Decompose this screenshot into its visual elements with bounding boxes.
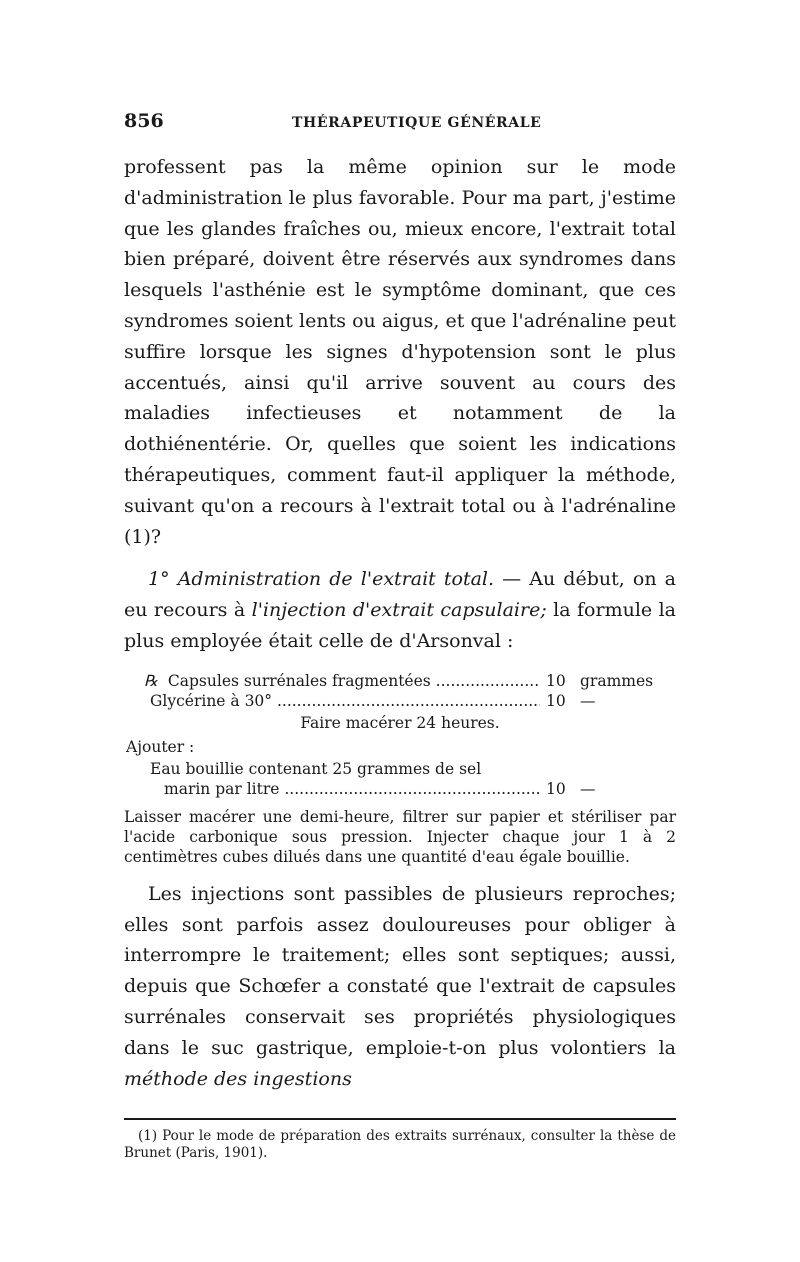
book-page (124, 110, 676, 1162)
recipe-maceration: Faire macérer 24 heures. (300, 713, 500, 732)
recipe-line-3 (124, 779, 676, 799)
recipe-item-name: Capsules surrénales fragmentées ..... (168, 671, 540, 691)
paragraph-2-text-a: — Au début, on a eu recours à (124, 568, 676, 622)
recipe-block (124, 671, 676, 867)
paragraph-3-emphasis: méthode des ingestions (124, 1067, 352, 1090)
recipe-symbol: ℞ (144, 671, 158, 690)
page-header (124, 110, 676, 140)
recipe-item-qty: 10 (546, 779, 566, 798)
recipe-instructions: Laisser macérer une demi-heure, filtrer sur papier et stériliser par l'acide carbonique sous pression. Injecter chaque jour 1 à 2 centimètres cubes dilués dans une quantité d'eau égale bouillie. (124, 807, 676, 866)
recipe-item-qty: 10 (546, 691, 566, 710)
recipe-line-2 (124, 691, 676, 711)
recipe-item-name: marin par litre ..... (164, 779, 540, 799)
recipe-item-unit: grammes (580, 671, 654, 690)
paragraph-3 (124, 879, 676, 1095)
recipe-item-unit: — (580, 779, 596, 798)
recipe-item-3-line-1: Eau bouillie contenant 25 grammes de sel (150, 759, 482, 778)
footnote: (1) Pour le mode de préparation des extraits surrénaux, consulter la thèse de Brunet (Paris, 1901). (124, 1128, 676, 1162)
paragraph-3-text: Les injections sont passibles de plusieurs reproches; elles sont parfois assez douloureuses pour obliger à interrompre le traitement; elles sont septiques; aussi, depuis que Schœfer a constaté que l'extrait de capsules surrénales conservait ses propriétés physiologiques dans le suc gastrique, emploie-t-on plus volontiers la (124, 882, 676, 1059)
recipe-add-label: Ajouter : (126, 737, 195, 756)
running-title: THÉRAPEUTIQUE GÉNÉRALE (292, 115, 542, 131)
footnote-divider (124, 1118, 676, 1120)
paragraph-2-text-b: la formule la plus employée était celle de d'Arsonval : (124, 599, 677, 652)
recipe-item-qty: 10 (546, 671, 566, 690)
paragraph-2 (124, 564, 676, 656)
recipe-item-name: Glycérine à 30° ..... (150, 691, 540, 711)
recipe-line-1 (124, 671, 676, 691)
section-heading: 1° Administration de l'extrait total. (148, 568, 495, 591)
paragraph-1: professent pas la même opinion sur le mode d'administration le plus favorable. Pour ma part, j'estime que les glandes fraîches ou, mieux encore, l'extrait total bien préparé, doivent être réservés aux syndromes dans lesquels l'asthénie est le symptôme dominant, que ces syndromes soient lents ou aigus, et que l'adrénaline peut suffire lorsque les signes d'hypotension sont le plus accentués, ainsi qu'il arrive souvent au cours des maladies infectieuses et notamment de la dothiénentérie. Or, quelles que soient les indications thérapeutiques, comment faut-il appliquer la méthode, suivant qu'on a recours à l'extrait total ou à l'adrénaline (1)? (124, 156, 676, 548)
paragraph-2-emphasis: l'injection d'extrait capsulaire; (251, 599, 547, 622)
recipe-item-unit: — (580, 691, 596, 710)
page-number: 856 (124, 110, 164, 132)
